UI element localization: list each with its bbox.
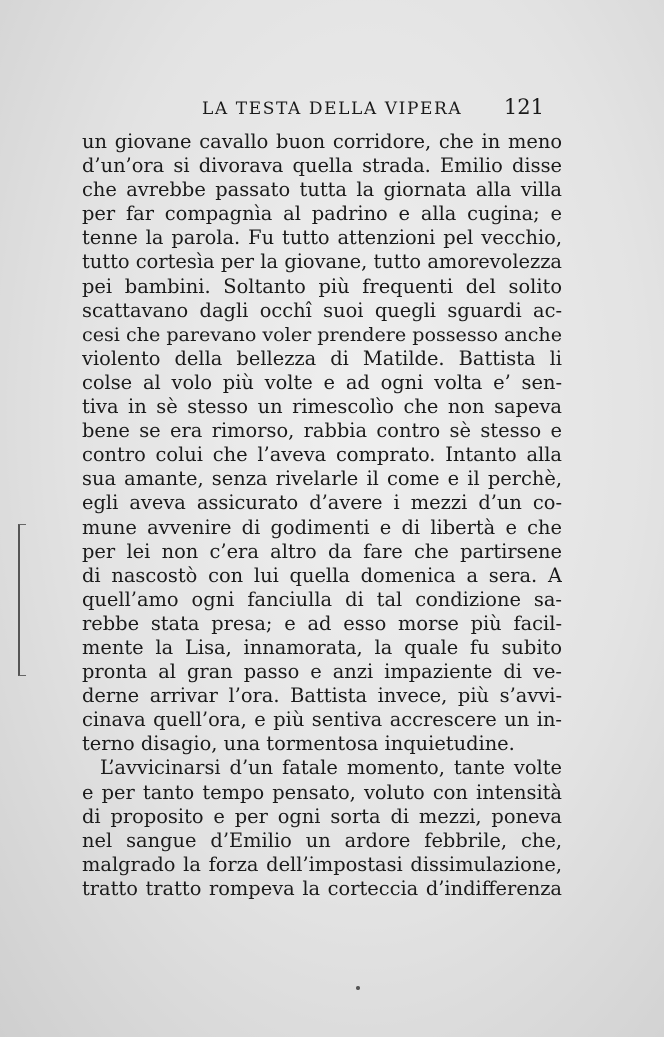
text-line: per far compagnìa al padrino e alla cugina; e xyxy=(82,202,562,226)
text-line: d’un’ora si divorava quella strada. Emilio disse xyxy=(82,154,562,178)
text-line: pei bambini. Soltanto più frequenti del solito xyxy=(82,274,562,298)
paragraph-last-line: terno disagio, una tormentosa inquietudine. xyxy=(82,732,515,756)
text-line: e per tanto tempo pensato, voluto con intensità xyxy=(82,780,562,804)
text-line: cinava quell’ora, e più sentiva accrescere un in- xyxy=(82,708,562,732)
paragraph-first-line: L’avvicinarsi d’un fatale momento, tante volte xyxy=(100,756,562,780)
text-line: tratto tratto rompeva la corteccia d’indifferenza xyxy=(82,876,562,900)
text-line: malgrado la forza dell’impostasi dissimulazione, xyxy=(82,852,562,876)
text-line: pronta al gran passo e anzi impaziente di ve- xyxy=(82,660,562,684)
text-line: tutto cortesìa per la giovane, tutto amorevolezza xyxy=(82,250,562,274)
margin-bracket-mark xyxy=(18,524,26,676)
text-line: tiva in sè stesso un rimescolìo che non sapeva xyxy=(82,395,562,419)
text-line: cesi che parevano voler prendere possesso anche xyxy=(82,322,562,346)
text-line: violento della bellezza di Matilde. Battista li xyxy=(82,346,562,370)
text-line: scattavano dagli occhî suoi quegli sguardi ac- xyxy=(82,298,562,322)
running-title: LA TESTA DELLA VIPERA xyxy=(202,99,463,119)
text-line: mune avvenire di godimenti e di libertà e che xyxy=(82,515,562,539)
text-line: di nascostò con lui quella domenica a sera. A xyxy=(82,563,562,587)
body-text xyxy=(82,130,562,901)
ink-speck xyxy=(356,986,360,990)
text-line: che avrebbe passato tutta la giornata alla villa xyxy=(82,178,562,202)
text-line: di proposito e per ogni sorta di mezzi, poneva xyxy=(82,804,562,828)
text-line: sua amante, senza rivelarle il come e il perchè, xyxy=(82,467,562,491)
text-line: per lei non c’era altro da fare che partirsene xyxy=(82,539,562,563)
text-line: derne arrivar l’ora. Battista invece, più s’avvi- xyxy=(82,684,562,708)
text-line: bene se era rimorso, rabbia contro sè stesso e xyxy=(82,419,562,443)
text-line: nel sangue d’Emilio un ardore febbrile, che, xyxy=(82,828,562,852)
text-line: un giovane cavallo buon corridore, che in meno xyxy=(82,130,562,153)
text-line: contro colui che l’aveva comprato. Intanto alla xyxy=(82,443,562,467)
text-line: egli aveva assicurato d’avere i mezzi d’un co- xyxy=(82,491,562,515)
text-line: colse al volo più volte e ad ogni volta e’ sen- xyxy=(82,370,562,394)
text-line: tenne la parola. Fu tutto attenzioni pel vecchio, xyxy=(82,226,562,250)
text-line: quell’amo ogni fanciulla di tal condizione sa- xyxy=(82,587,562,611)
text-line: mente la Lisa, innamorata, la quale fu subito xyxy=(82,635,562,659)
page-number: 121 xyxy=(503,95,544,119)
page-header xyxy=(82,95,556,125)
text-line: rebbe stata presa; e ad esso morse più facil- xyxy=(82,611,562,635)
